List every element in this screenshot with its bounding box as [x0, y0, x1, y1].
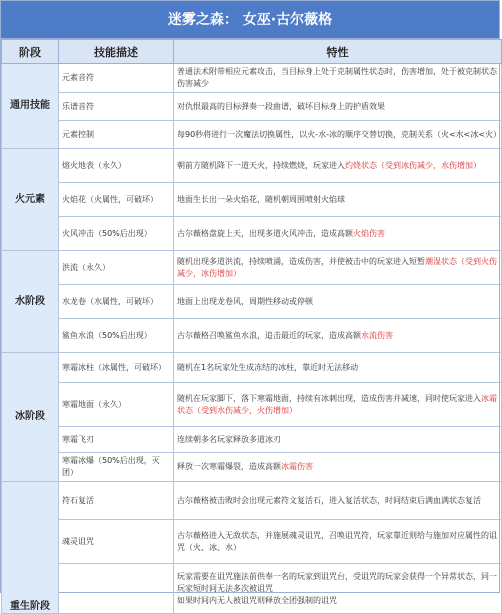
- table-row: [2, 217, 502, 251]
- skill-desc: 古尔薇格进入无敌状态，并施展魂灵诅咒，召唤诅咒符，玩家靠近则给与施加对应属性的诅咒（火、冰、水）: [174, 520, 502, 564]
- skill-desc: 地面生长出一朵火焰花，随机朝周围喷射火焰球: [174, 183, 502, 217]
- skill-desc: 古尔薇格盘旋上天，出现多道火风冲击，造成高额火焰伤害: [174, 217, 502, 251]
- skill-desc: 释放一次寒霜爆裂，造成高额冰霜伤害: [174, 453, 502, 482]
- skill-name: 寒霜飞刃: [59, 427, 174, 453]
- skill-name: 寒霜地面（永久）: [59, 383, 174, 427]
- skill-name: 火焰花（火属性，可破坏）: [59, 183, 174, 217]
- stage-water: 水阶段: [2, 251, 59, 353]
- skill-desc: 古尔薇格被击败时会出现元素符文复活石，进入复活状态，时间结束后满血满状态复活: [174, 482, 502, 520]
- table-row: [2, 251, 502, 285]
- skill-name: 寒霜冰柱（冰属性，可破坏）: [59, 353, 174, 383]
- skill-desc: 对仇恨最高的目标弹奏一段曲谱，破坏目标身上的护盾效果: [174, 93, 502, 121]
- skill-name: 符石复活: [59, 482, 174, 520]
- table-row: [2, 453, 502, 482]
- table-row: [2, 520, 502, 564]
- skill-desc: 古尔薇格召唤鲨鱼水浪，追击最近的玩家，造成高额水流伤害: [174, 319, 502, 353]
- table-row: [2, 482, 502, 520]
- table-row: [2, 64, 502, 93]
- table-header-row: [2, 40, 502, 64]
- stage-fire: 火元素: [2, 149, 59, 251]
- skill-desc: 地面上出现龙卷风，周期性移动或停顿: [174, 285, 502, 319]
- stage-general: 通用技能: [2, 64, 59, 149]
- skill-desc: 每90秒将进行一次魔法切换属性，以火-水-冰的顺序交替切换，克制关系（火<水<冰<火）: [174, 121, 502, 149]
- table-row: [2, 149, 502, 183]
- table-row: [2, 319, 502, 353]
- table-row: [2, 121, 502, 149]
- stage-ice: 冰阶段: [2, 353, 59, 482]
- skill-name: 乐谱音符: [59, 93, 174, 121]
- skill-desc: 随机出现多道洪流，持续喷涌，造成伤害，并使被击中的玩家进入短暂潮湿状态（受到火伤减少，冰伤增加）: [174, 251, 502, 285]
- skill-name: 洪流（永久）: [59, 251, 174, 285]
- table-row: [2, 183, 502, 217]
- skill-name: [59, 564, 174, 614]
- skill-name: 熔火地表（永久）: [59, 149, 174, 183]
- skill-desc: 普通法术附带相应元素攻击，当目标身上处于克制属性状态时，伤害增加，处于被克制状态伤害减少: [174, 64, 502, 93]
- header-stage: 阶段: [2, 40, 59, 64]
- skill-desc: 玩家需要在诅咒施法前供奉一名的玩家到诅咒台，受诅咒的玩家会获得一个异常状态，同一玩家短时间无法多次被诅咒 如果时间内无人被诅咒则释放全团强制的诅咒: [174, 564, 502, 614]
- skill-desc: 随机在玩家脚下，落下寒霜地面，持续有冰刺出现，造成伤害并减速，同时使玩家进入冰霜状态（受到水伤减少，火伤增加）: [174, 383, 502, 427]
- table-row: [2, 93, 502, 121]
- skill-desc: 随机在1名玩家处生成冻结的冰柱，靠近时无法移动: [174, 353, 502, 383]
- table-row: [2, 285, 502, 319]
- table-row: [2, 383, 502, 427]
- skill-name: 元素音符: [59, 64, 174, 93]
- page-title: 迷雾之森： 女巫·古尔薇格: [1, 1, 499, 39]
- table-row: [2, 427, 502, 453]
- header-feature: 特性: [174, 40, 502, 64]
- skill-name: 寒霜冰爆（50%后出现，灭团）: [59, 453, 174, 482]
- header-skill: 技能描述: [59, 40, 174, 64]
- skill-name: 鲨鱼水浪（50%后出现）: [59, 319, 174, 353]
- skill-name: 魂灵诅咒: [59, 520, 174, 564]
- skill-name: 元素控制: [59, 121, 174, 149]
- skill-name: 火风冲击（50%后出现）: [59, 217, 174, 251]
- skill-desc: 连续朝多名玩家释放多道冰刃: [174, 427, 502, 453]
- skill-name: 水龙卷（水属性，可破坏）: [59, 285, 174, 319]
- stage-rebirth: 重生阶段: [2, 482, 59, 614]
- skill-desc: 朝前方随机降下一道天火，持续燃烧，玩家进入灼烧状态（受到冰伤减少，水伤增加）: [174, 149, 502, 183]
- table-row: [2, 564, 502, 614]
- table-row: [2, 353, 502, 383]
- skill-table: [1, 39, 502, 614]
